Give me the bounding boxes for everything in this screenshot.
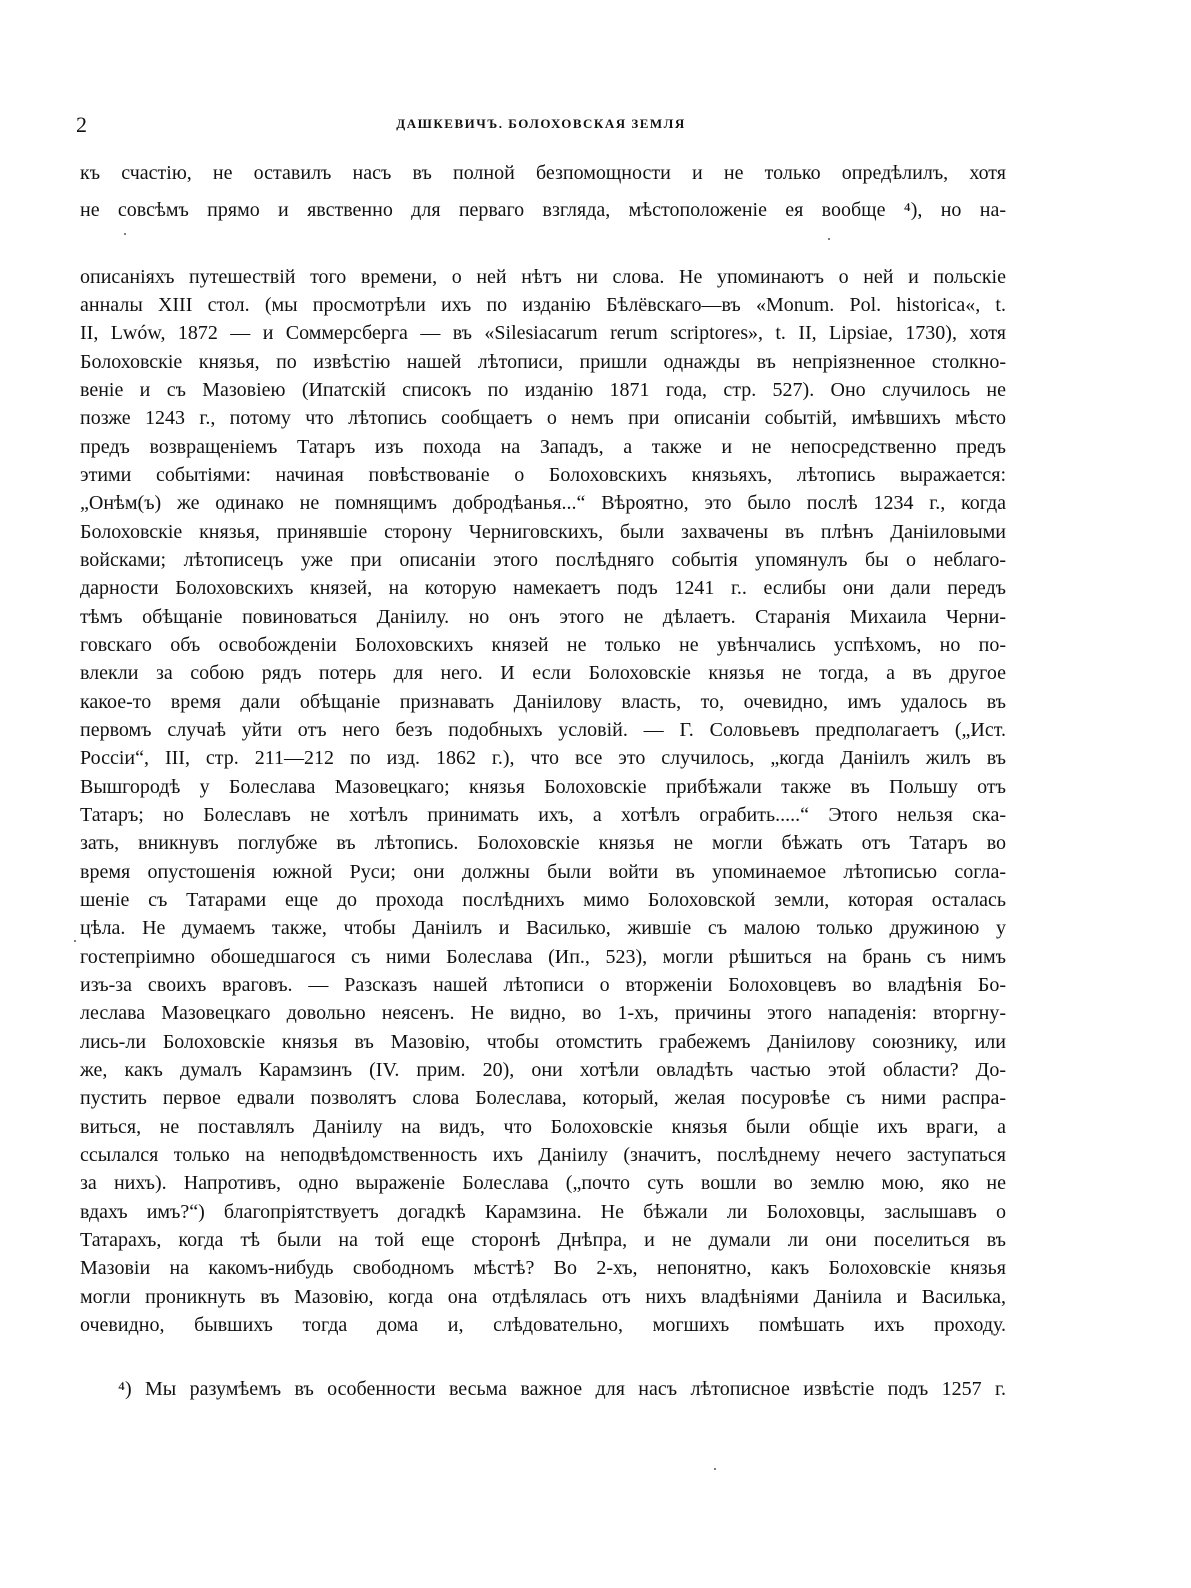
page-number: 2: [76, 112, 87, 137]
text-line: „Онѣм(ъ) же одинако не помнящимъ добродѣанья...“ Вѣроятно, это было послѣ 1234 г., когда: [80, 492, 1006, 514]
page-header: [76, 112, 1006, 142]
text-line: Болоховскіе князья, по извѣстію нашей лѣтописи, пришли однажды въ непріязненное столкно-: [80, 351, 1006, 373]
text-line: II, Lwów, 1872 — и Соммерсберга — въ «Silesiacarum rerum scriptores», t. II, Lipsiae, 1730), хотя: [80, 322, 1006, 344]
text-line: анналы XIII стол. (мы просмотрѣли ихъ по изданію Бѣлёвскаго—въ «Monum. Pol. historica«, t.: [80, 294, 1006, 316]
text-line: описаніяхъ путешествій того времени, о ней нѣтъ ни слова. Не упоминаютъ о ней и польскіе: [80, 266, 1006, 288]
text-line: виться, не поставлялъ Даніилу на видъ, что Болоховскіе князья были общіе ихъ враги, а: [80, 1116, 1006, 1138]
text-line: ссылался только на неподвѣдомственность ихъ Даніилу (значитъ, послѣднему нечего заступаться: [80, 1144, 1006, 1166]
scan-speck: [74, 940, 76, 942]
text-line: могли проникнуть въ Мазовію, когда она отдѣлялась отъ нихъ владѣніями Даніила и Василька,: [80, 1286, 1006, 1308]
scan-speck: [124, 233, 126, 235]
text-line: гостепріимно обошедшагося съ ними Болеслава (Ип., 523), могли рѣшиться на брань съ нимъ: [80, 946, 1006, 968]
text-line: позже 1243 г., потому что лѣтопись сообщаетъ о немъ при описаніи событій, имѣвшихъ мѣсто: [80, 407, 1006, 429]
running-title: ДАШКЕВИЧЪ. БОЛОХОВСКАЯ ЗЕМЛЯ: [396, 116, 686, 131]
text-line: Татарахъ, когда тѣ были на той еще сторонѣ Днѣпра, и не думали ли они поселиться въ: [80, 1229, 1006, 1251]
text-line: вдахъ имъ?“) благопріятствуетъ догадкѣ Карамзина. Не бѣжали ли Болоховцы, заслышавъ о: [80, 1201, 1006, 1223]
text-line: Россіи“, III, стр. 211—212 по изд. 1862 г.), что все это случилось, „когда Даніилъ жилъ въ: [80, 747, 1006, 769]
text-line: за нихъ). Напротивъ, одно выраженіе Болеслава („почто суть вошли во землю мою, яко не: [80, 1172, 1006, 1194]
text-line: зать, вникнувъ поглубже въ лѣтопись. Болоховскіе князья не могли бѣжать отъ Татаръ во: [80, 832, 1006, 854]
text-line: изъ-за своихъ враговъ. — Разсказъ нашей лѣтописи о вторженіи Болоховцевъ во владѣнія Бо-: [80, 974, 1006, 996]
text-line: Татаръ; но Болеславъ не хотѣлъ принимать ихъ, а хотѣлъ ограбить.....“ Этого нельзя ска-: [80, 804, 1006, 826]
text-line: шеніе съ Татарами еще до прохода послѣднихъ мимо Болоховской земли, которая осталась: [80, 889, 1006, 911]
text-line: дарности Болоховскихъ князей, на которую намекаетъ подъ 1241 г.. еслибы они дали передъ: [80, 577, 1006, 599]
text-line: не совсѣмъ прямо и явственно для перваго взгляда, мѣстоположеніе ея вообще ⁴), но на-: [80, 199, 1006, 221]
text-line: Мазовіи на какомъ-нибудь свободномъ мѣстѣ? Во 2-хъ, непонятно, какъ Болоховскіе князья: [80, 1257, 1006, 1279]
text-line: время опустошенія южной Руси; они должны были войти въ упоминаемое лѣтописью согла-: [80, 861, 1006, 883]
text-line: же, какъ думалъ Карамзинъ (IV. прим. 20), они хотѣли овладѣть частью этой области? До-: [80, 1059, 1006, 1081]
text-line: Болоховскіе князья, принявшіе сторону Черниговскихъ, были захвачены въ плѣнъ Даніиловыми: [80, 521, 1006, 543]
text-line: цѣла. Не думаемъ также, чтобы Даніилъ и Василько, жившіе съ малою только дружиною у: [80, 917, 1006, 939]
text-line: первомъ случаѣ уйти отъ него безъ подобныхъ условій. — Г. Соловьевъ предполагаетъ („Ист.: [80, 719, 1006, 741]
text-line: влекли за собою рядъ потерь для него. И если Болоховскіе князья не тогда, а въ другое: [80, 662, 1006, 684]
text-line: этими событіями: начиная повѣствованіе о Болоховскихъ князьяхъ, лѣтопись выражается:: [80, 464, 1006, 486]
text-line: леслава Мазовецкаго довольно неясенъ. Не видно, во 1-хъ, причины этого нападенія: вторгну-: [80, 1002, 1006, 1024]
text-line: Вышгородѣ у Болеслава Мазовецкаго; князья Болоховскіе прибѣжали также въ Польшу отъ: [80, 776, 1006, 798]
text-line: очевидно, бывшихъ тогда дома и, слѣдовательно, могшихъ помѣшать ихъ проходу.: [80, 1314, 1006, 1336]
footnote: ⁴) Мы разумѣемъ въ особенности весьма важное для насъ лѣтописное извѣстіе подъ 1257 г.: [118, 1378, 1006, 1400]
text-line: къ счастію, не оставилъ насъ въ полной безпомощности и не только опредѣлилъ, хотя: [80, 162, 1006, 184]
text-line: предъ возвращеніемъ Татаръ изъ похода на Западъ, а также и не непосредственно предъ: [80, 436, 1006, 458]
text-line: тѣмъ обѣщаніе повиноваться Даніилу. но онъ этого не дѣлаетъ. Старанія Михаила Черни-: [80, 606, 1006, 628]
text-line: пустить первое едвали позволятъ слова Болеслава, который, желая посуровѣе съ ними распра-: [80, 1087, 1006, 1109]
text-line: какое-то время дали обѣщаніе признавать Даніилову власть, то, очевидно, имъ удалось въ: [80, 691, 1006, 713]
text-line: веніе и съ Мазовіею (Ипатскій списокъ по изданію 1871 года, стр. 527). Оно случилось не: [80, 379, 1006, 401]
text-line: лись-ли Болоховскіе князья въ Мазовію, чтобы отомстить грабежемъ Даніилову союзнику, или: [80, 1031, 1006, 1053]
scan-speck: [828, 238, 830, 240]
text-line: войсками; лѣтописецъ уже при описаніи этого послѣдняго событія упомянулъ бы о неблаго-: [80, 549, 1006, 571]
text-line: говскаго объ освобожденіи Болоховскихъ князей не только не увѣнчались успѣхомъ, но по-: [80, 634, 1006, 656]
scan-speck: [714, 1468, 716, 1470]
